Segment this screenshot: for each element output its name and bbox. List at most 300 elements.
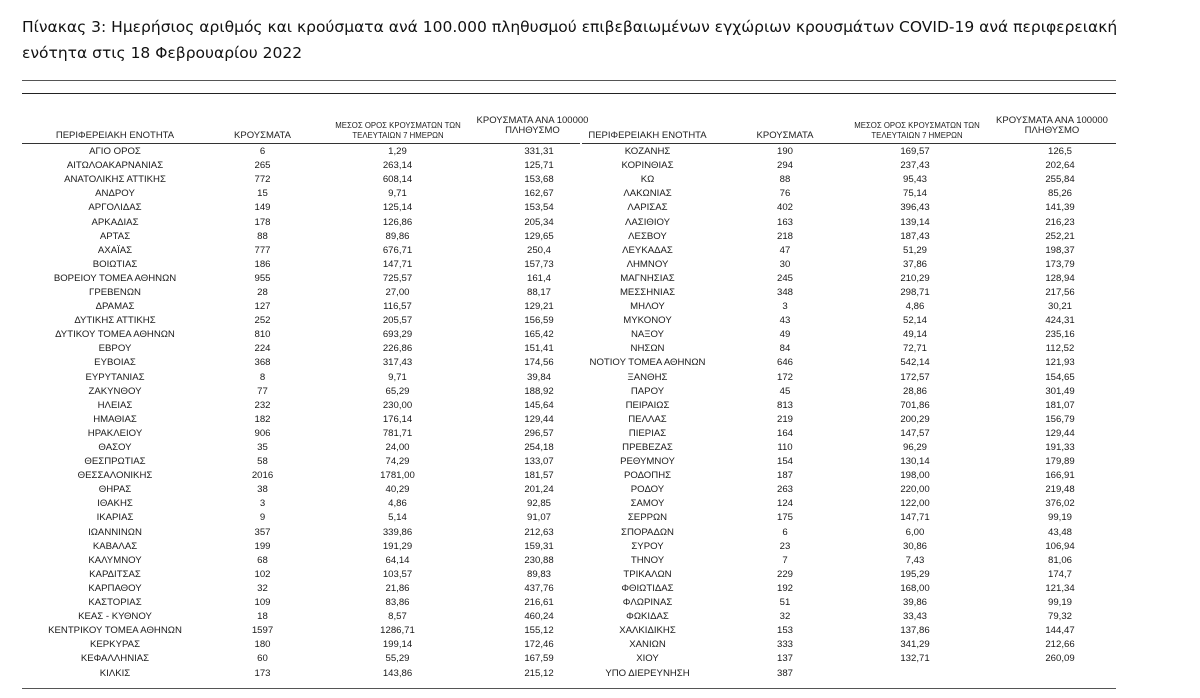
per100k-cell: 30,21	[1047, 301, 1072, 313]
avg7-cell: 701,86	[900, 399, 930, 411]
avg7-cell: 9,71	[388, 188, 407, 200]
cases-cell: 2016	[251, 470, 274, 482]
table-row	[20, 314, 598, 328]
avg7-cell: 341,29	[900, 639, 930, 651]
per100k-cell: 215,12	[524, 667, 554, 679]
table-row	[20, 483, 598, 497]
divider-bottom	[22, 688, 1116, 689]
cases-table-left	[20, 145, 598, 681]
avg7-cell: 237,43	[900, 160, 930, 172]
region-cell: ΘΑΣΟΥ	[98, 442, 132, 454]
avg7-cell: 8,57	[388, 611, 407, 623]
avg7-cell: 195,29	[900, 568, 930, 580]
table-row	[560, 568, 1125, 582]
header-underline-left	[22, 143, 580, 144]
cases-cell: 263	[776, 484, 793, 496]
avg7-cell: 52,14	[902, 315, 927, 327]
region-cell: ΘΗΡΑΣ	[98, 484, 132, 496]
per100k-cell: 157,73	[524, 258, 554, 270]
table-row	[560, 244, 1125, 258]
region-cell: ΛΑΡΙΣΑΣ	[627, 202, 668, 214]
per100k-cell: 167,59	[524, 653, 554, 665]
cases-cell: 153	[776, 625, 793, 637]
table-row	[560, 300, 1125, 314]
per100k-cell: 161,4	[526, 272, 551, 284]
table-row	[560, 666, 1125, 680]
cases-cell: 127	[254, 301, 271, 313]
avg7-cell: 396,43	[900, 202, 930, 214]
table-row	[560, 314, 1125, 328]
region-cell: ΣΠΟΡΑΔΩΝ	[621, 526, 674, 538]
avg7-cell: 83,86	[385, 597, 410, 609]
per100k-cell: 156,59	[524, 315, 554, 327]
region-cell: ΖΑΚΥΝΘΟΥ	[88, 385, 142, 397]
avg7-cell: 24,00	[385, 442, 410, 454]
table-row	[20, 666, 598, 680]
region-cell: ΗΡΑΚΛΕΙΟΥ	[87, 427, 143, 439]
cases-cell: 180	[254, 639, 271, 651]
per100k-cell: 159,31	[524, 540, 554, 552]
region-cell: ΚΩ	[640, 174, 655, 186]
avg7-cell: 40,29	[385, 484, 410, 496]
cases-cell: 348	[776, 286, 793, 298]
per100k-cell: 126,5	[1047, 146, 1072, 158]
avg7-cell: 65,29	[385, 385, 410, 397]
per100k-cell: 129,44	[524, 413, 554, 425]
header-region-right: ΠΕΡΙΦΕΡΕΙΑΚΗ ΕΝΟΤΗΤΑ	[588, 130, 707, 141]
region-cell: ΔΡΑΜΑΣ	[95, 301, 135, 313]
cases-cell: 77	[257, 385, 268, 397]
table-row	[560, 526, 1125, 540]
region-cell: ΚΕΝΤΡΙΚΟΥ ΤΟΜΕΑ ΑΘΗΝΩΝ	[48, 625, 182, 637]
table-row	[560, 624, 1125, 638]
cases-cell: 777	[254, 244, 271, 256]
table-row	[20, 441, 598, 455]
avg7-cell: 725,57	[382, 272, 413, 284]
per100k-cell: 121,34	[1045, 582, 1075, 594]
region-cell: ΧΙΟΥ	[636, 653, 659, 665]
table-row	[20, 187, 598, 201]
cases-cell: 68	[257, 554, 268, 566]
avg7-cell: 226,86	[382, 343, 413, 355]
region-cell: ΛΕΣΒΟΥ	[628, 230, 667, 242]
table-row	[20, 145, 598, 159]
header-per100k-left: ΚΡΟΥΣΜΑΤΑ ΑΝΑ 100000 ΠΛΗΘΥΣΜΟ	[476, 115, 589, 136]
avg7-cell: 75,14	[902, 188, 927, 200]
avg7-cell: 230,00	[382, 399, 413, 411]
table-row	[560, 215, 1125, 229]
region-cell: ΒΟΙΩΤΙΑΣ	[92, 258, 138, 270]
table-row	[560, 272, 1125, 286]
cases-cell: 76	[779, 188, 791, 200]
cases-cell: 163	[776, 216, 793, 228]
cases-cell: 192	[776, 582, 793, 594]
region-cell: ΣΥΡΟΥ	[631, 540, 664, 552]
cases-cell: 368	[254, 357, 271, 369]
cases-cell: 149	[254, 202, 271, 214]
per100k-cell: 260,09	[1045, 653, 1075, 665]
cases-cell: 32	[257, 582, 268, 594]
region-cell: ΚΙΛΚΙΣ	[99, 667, 131, 679]
region-cell: ΝΗΣΩΝ	[630, 343, 665, 355]
table-row	[20, 540, 598, 554]
avg7-cell: 126,86	[382, 216, 413, 228]
per100k-cell: 460,24	[524, 611, 554, 623]
region-cell: ΡΕΘΥΜΝΟΥ	[620, 456, 675, 468]
table-row	[560, 554, 1125, 568]
avg7-cell: 172,57	[900, 371, 930, 383]
table-row	[560, 540, 1125, 554]
region-cell: ΠΙΕΡΙΑΣ	[628, 427, 667, 439]
avg7-cell: 95,43	[902, 174, 927, 186]
region-cell: ΠΑΡΟΥ	[630, 385, 665, 397]
region-cell: ΘΕΣΠΡΩΤΙΑΣ	[84, 456, 146, 468]
per100k-cell: 154,65	[1045, 371, 1075, 383]
per100k-cell: 376,02	[1045, 498, 1075, 510]
per100k-cell: 43,48	[1047, 526, 1072, 538]
avg7-cell: 168,00	[900, 582, 930, 594]
region-cell: ΠΡΕΒΕΖΑΣ	[622, 442, 673, 454]
cases-cell: 333	[776, 639, 793, 651]
cases-cell: 28	[257, 286, 268, 298]
region-cell: ΔΥΤΙΚΟΥ ΤΟΜΕΑ ΑΘΗΝΩΝ	[55, 329, 175, 341]
per100k-cell: 191,33	[1045, 442, 1075, 454]
avg7-cell: 139,14	[900, 216, 930, 228]
table-row	[560, 371, 1125, 385]
table-row	[560, 582, 1125, 596]
table-row	[560, 497, 1125, 511]
region-cell: ΤΗΝΟΥ	[630, 554, 665, 566]
per100k-cell: 99,19	[1047, 597, 1072, 609]
per100k-cell: 437,76	[524, 582, 554, 594]
cases-cell: 357	[254, 526, 271, 538]
region-cell: ΑΝΔΡΟΥ	[95, 188, 135, 200]
cases-cell: 102	[254, 568, 271, 580]
avg7-cell: 147,71	[382, 258, 413, 270]
avg7-cell: 676,71	[382, 244, 413, 256]
table-row	[20, 300, 598, 314]
cases-cell: 88	[257, 230, 268, 242]
per100k-cell: 250,4	[526, 244, 551, 256]
table-row	[20, 582, 598, 596]
per100k-cell: 125,71	[524, 160, 554, 172]
avg7-cell: 116,57	[383, 301, 412, 313]
header-region-left: ΠΕΡΙΦΕΡΕΙΑΚΗ ΕΝΟΤΗΤΑ	[55, 130, 175, 141]
region-cell: ΑΡΓΟΛΙΔΑΣ	[88, 202, 142, 214]
region-cell: ΦΛΩΡΙΝΑΣ	[622, 597, 673, 609]
avg7-cell: 147,57	[900, 427, 930, 439]
table-row	[560, 483, 1125, 497]
cases-cell: 294	[776, 160, 793, 172]
table-row	[20, 215, 598, 229]
region-cell: ΘΕΣΣΑΛΟΝΙΚΗΣ	[77, 470, 153, 482]
per100k-cell: 217,56	[1045, 286, 1075, 298]
per100k-cell: 174,7	[1047, 568, 1072, 580]
table-row	[20, 399, 598, 413]
cases-cell: 45	[779, 385, 791, 397]
table-row	[20, 286, 598, 300]
cases-cell: 7	[782, 554, 788, 566]
avg7-cell: 89,86	[385, 230, 410, 242]
avg7-cell: 49,14	[902, 329, 927, 341]
table-row	[560, 638, 1125, 652]
per100k-cell: 301,49	[1045, 385, 1075, 397]
table-row	[20, 554, 598, 568]
table-row	[560, 385, 1125, 399]
avg7-cell: 199,14	[382, 639, 413, 651]
cases-cell: 218	[776, 230, 793, 242]
cases-cell: 245	[776, 272, 793, 284]
region-cell: ΙΩΑΝΝΙΝΩΝ	[88, 526, 142, 538]
region-cell: ΗΜΑΘΙΑΣ	[93, 413, 137, 425]
per100k-cell: 235,16	[1045, 329, 1075, 341]
per100k-cell: 79,32	[1047, 611, 1072, 623]
region-cell: ΗΛΕΙΑΣ	[97, 399, 133, 411]
avg7-cell: 693,29	[382, 329, 413, 341]
table-row	[560, 441, 1125, 455]
cases-cell: 3	[782, 301, 788, 313]
table-row	[20, 173, 598, 187]
header-cases-right: ΚΡΟΥΣΜΑΤΑ	[756, 130, 814, 141]
avg7-cell: 781,71	[382, 427, 413, 439]
cases-cell: 6	[259, 146, 266, 158]
per100k-cell: 112,52	[1045, 343, 1075, 355]
cases-cell: 84	[779, 343, 791, 355]
table-row	[560, 469, 1125, 483]
region-cell: ΚΕΦΑΛΛΗΝΙΑΣ	[80, 653, 150, 665]
avg7-cell: 198,00	[900, 470, 930, 482]
avg7-cell: 7,43	[905, 554, 925, 566]
cases-cell: 35	[257, 442, 268, 454]
cases-cell: 88	[779, 174, 791, 186]
avg7-cell: 542,14	[900, 357, 930, 369]
region-cell: ΠΕΛΛΑΣ	[628, 413, 667, 425]
table-row	[20, 427, 598, 441]
per100k-cell: 129,44	[1045, 427, 1075, 439]
cases-cell: 32	[779, 611, 791, 623]
per100k-cell: 92,85	[526, 498, 551, 510]
table-row	[560, 356, 1125, 370]
region-cell: ΜΕΣΣΗΝΙΑΣ	[619, 286, 676, 298]
table-row	[20, 526, 598, 540]
per100k-cell: 89,83	[526, 568, 551, 580]
per100k-cell: 144,47	[1045, 625, 1075, 637]
avg7-cell: 21,86	[385, 582, 410, 594]
per100k-cell: 201,24	[524, 484, 554, 496]
avg7-cell: 205,57	[382, 315, 413, 327]
region-cell: ΤΡΙΚΑΛΩΝ	[623, 568, 672, 580]
avg7-cell: 137,86	[900, 625, 930, 637]
avg7-cell: 39,86	[902, 597, 927, 609]
table-row	[560, 173, 1125, 187]
per100k-cell: 173,79	[1045, 258, 1075, 270]
avg7-cell: 9,71	[388, 371, 407, 383]
region-cell: ΛΑΣΙΘΙΟΥ	[624, 216, 671, 228]
cases-cell: 38	[257, 484, 268, 496]
per100k-cell: 181,07	[1045, 399, 1075, 411]
per100k-cell: 145,64	[524, 399, 554, 411]
avg7-cell: 4,86	[905, 301, 925, 313]
cases-cell: 178	[254, 216, 271, 228]
cases-cell: 6	[782, 526, 788, 538]
region-cell: ΔΥΤΙΚΗΣ ΑΤΤΙΚΗΣ	[74, 315, 156, 327]
cases-cell: 60	[257, 653, 268, 665]
table-row	[20, 497, 598, 511]
table-row	[560, 413, 1125, 427]
region-cell: ΓΡΕΒΕΝΩΝ	[89, 286, 141, 298]
avg7-cell: 37,86	[902, 258, 927, 270]
cases-cell: 219	[776, 413, 793, 425]
region-cell: ΛΕΥΚΑΔΑΣ	[622, 244, 673, 256]
per100k-cell: 39,84	[526, 371, 551, 383]
avg7-cell: 143,86	[382, 667, 413, 679]
avg7-cell: 96,29	[902, 442, 927, 454]
per100k-cell: 424,31	[1045, 315, 1075, 327]
cases-cell: 187	[776, 470, 793, 482]
avg7-cell: 72,71	[902, 343, 927, 355]
avg7-cell: 51,29	[902, 244, 927, 256]
per100k-cell: 216,23	[1045, 216, 1075, 228]
table-row	[20, 596, 598, 610]
table-row	[20, 272, 598, 286]
table-row	[560, 201, 1125, 215]
per100k-cell: 141,39	[1045, 202, 1075, 214]
per100k-cell	[995, 666, 1125, 680]
region-cell: ΕΥΡΥΤΑΝΙΑΣ	[85, 371, 145, 383]
table-row	[560, 328, 1125, 342]
region-cell: ΕΥΒΟΙΑΣ	[94, 357, 136, 369]
avg7-cell: 125,14	[382, 202, 413, 214]
per100k-cell: 179,89	[1045, 456, 1075, 468]
cases-cell: 229	[776, 568, 793, 580]
avg7-cell: 1286,71	[380, 625, 415, 637]
avg7-cell: 339,86	[382, 526, 413, 538]
region-cell: ΕΒΡΟΥ	[98, 343, 132, 355]
avg7-cell: 6,00	[905, 526, 925, 538]
cases-cell: 3	[259, 498, 266, 510]
cases-cell: 172	[776, 371, 793, 383]
region-cell: ΝΑΞΟΥ	[630, 329, 665, 341]
cases-cell: 402	[776, 202, 793, 214]
table-row	[560, 652, 1125, 666]
cases-cell: 173	[254, 667, 271, 679]
table-row	[560, 399, 1125, 413]
region-cell: ΦΘΙΩΤΙΔΑΣ	[621, 582, 674, 594]
table-row	[20, 201, 598, 215]
divider-top	[22, 80, 1116, 81]
avg7-cell: 176,14	[382, 413, 413, 425]
per100k-cell: 212,66	[1045, 639, 1075, 651]
region-cell: ΛΗΜΝΟΥ	[626, 258, 669, 270]
avg7-cell: 4,86	[388, 498, 407, 510]
table-row	[20, 469, 598, 483]
per100k-cell: 156,79	[1045, 413, 1075, 425]
avg7-cell	[835, 666, 995, 680]
per100k-cell: 153,54	[524, 202, 554, 214]
avg7-cell: 33,43	[902, 611, 927, 623]
per100k-cell: 99,19	[1047, 512, 1072, 524]
cases-cell: 232	[254, 399, 271, 411]
cases-cell: 190	[776, 146, 793, 158]
table-row	[20, 385, 598, 399]
region-cell: ΑΙΤΩΛΟΑΚΑΡΝΑΝΙΑΣ	[66, 160, 164, 172]
per100k-cell: 85,26	[1047, 188, 1072, 200]
region-cell: ΣΑΜΟΥ	[630, 498, 665, 510]
region-cell: ΡΟΔΟΠΗΣ	[623, 470, 672, 482]
region-cell: ΚΟΡΙΝΘΙΑΣ	[621, 160, 674, 172]
cases-table-right	[560, 145, 1125, 681]
cases-cell: 186	[254, 258, 271, 270]
table-row	[20, 455, 598, 469]
table-row	[560, 511, 1125, 525]
per100k-cell: 88,17	[526, 286, 551, 298]
avg7-cell: 74,29	[385, 456, 410, 468]
per100k-cell: 252,21	[1045, 230, 1075, 242]
region-cell: ΚΕΡΚΥΡΑΣ	[89, 639, 140, 651]
per100k-cell: 121,93	[1045, 357, 1075, 369]
table-row	[560, 610, 1125, 624]
region-cell: ΦΩΚΙΔΑΣ	[626, 611, 669, 623]
per100k-cell: 91,07	[526, 512, 551, 524]
per100k-cell: 219,48	[1045, 484, 1075, 496]
table-row	[560, 159, 1125, 173]
table-row	[20, 371, 598, 385]
region-cell: ΑΡΤΑΣ	[99, 230, 131, 242]
cases-cell: 51	[779, 597, 791, 609]
region-cell: ΚΕΑΣ - ΚΥΘΝΟΥ	[78, 611, 152, 623]
cases-cell: 164	[776, 427, 793, 439]
cases-cell: 772	[254, 174, 271, 186]
region-cell: ΙΚΑΡΙΑΣ	[96, 512, 134, 524]
avg7-cell: 5,14	[388, 512, 407, 524]
header-avg7-left: ΜΕΣΟΣ ΟΡΟΣ ΚΡΟΥΣΜΑΤΩΝ ΤΩΝ ΤΕΛΕΥΤΑΙΩΝ 7 ΗΜΕΡΩΝ	[335, 121, 461, 140]
region-cell: ΚΑΣΤΟΡΙΑΣ	[88, 597, 142, 609]
table-row	[20, 413, 598, 427]
avg7-cell: 298,71	[900, 286, 930, 298]
avg7-cell: 132,71	[900, 653, 930, 665]
document-title: Πίνακας 3: Ημερήσιος αριθμός και κρούσματα ανά 100.000 πληθυσμού επιβεβαιωμένων εγχώριων κρουσμάτων COVID-19 ανά περιφερειακή ενότητα στις 18 Φεβρουαρίου 2022	[22, 18, 1118, 62]
per100k-cell: 202,64	[1045, 160, 1075, 172]
per100k-cell: 230,88	[524, 554, 554, 566]
avg7-cell: 1781,00	[380, 470, 415, 482]
cases-cell: 9	[259, 512, 266, 524]
table-row	[20, 610, 598, 624]
region-cell: ΡΟΔΟΥ	[630, 484, 665, 496]
region-cell: ΙΘΑΚΗΣ	[97, 498, 133, 510]
region-cell: ΧΑΛΚΙΔΙΚΗΣ	[619, 625, 676, 637]
cases-cell: 137	[776, 653, 793, 665]
cases-cell: 154	[776, 456, 793, 468]
region-cell: ΜΑΓΝΗΣΙΑΣ	[620, 272, 675, 284]
region-cell: ΑΧΑΪΑΣ	[97, 244, 133, 256]
region-cell: ΑΡΚΑΔΙΑΣ	[91, 216, 139, 228]
per100k-cell: 166,91	[1045, 470, 1075, 482]
table-row	[20, 328, 598, 342]
cases-cell: 646	[776, 357, 793, 369]
avg7-cell: 169,57	[900, 146, 930, 158]
cases-cell: 224	[254, 343, 271, 355]
cases-cell: 906	[254, 427, 271, 439]
per100k-cell: 151,41	[524, 343, 554, 355]
region-cell: ΝΟΤΙΟΥ ΤΟΜΕΑ ΑΘΗΝΩΝ	[589, 357, 706, 369]
avg7-cell: 220,00	[900, 484, 930, 496]
cases-cell: 8	[259, 371, 266, 383]
table-row	[20, 342, 598, 356]
per100k-cell: 205,34	[524, 216, 554, 228]
avg7-cell: 103,57	[382, 568, 413, 580]
avg7-cell: 30,86	[902, 540, 927, 552]
avg7-cell: 191,29	[382, 540, 413, 552]
